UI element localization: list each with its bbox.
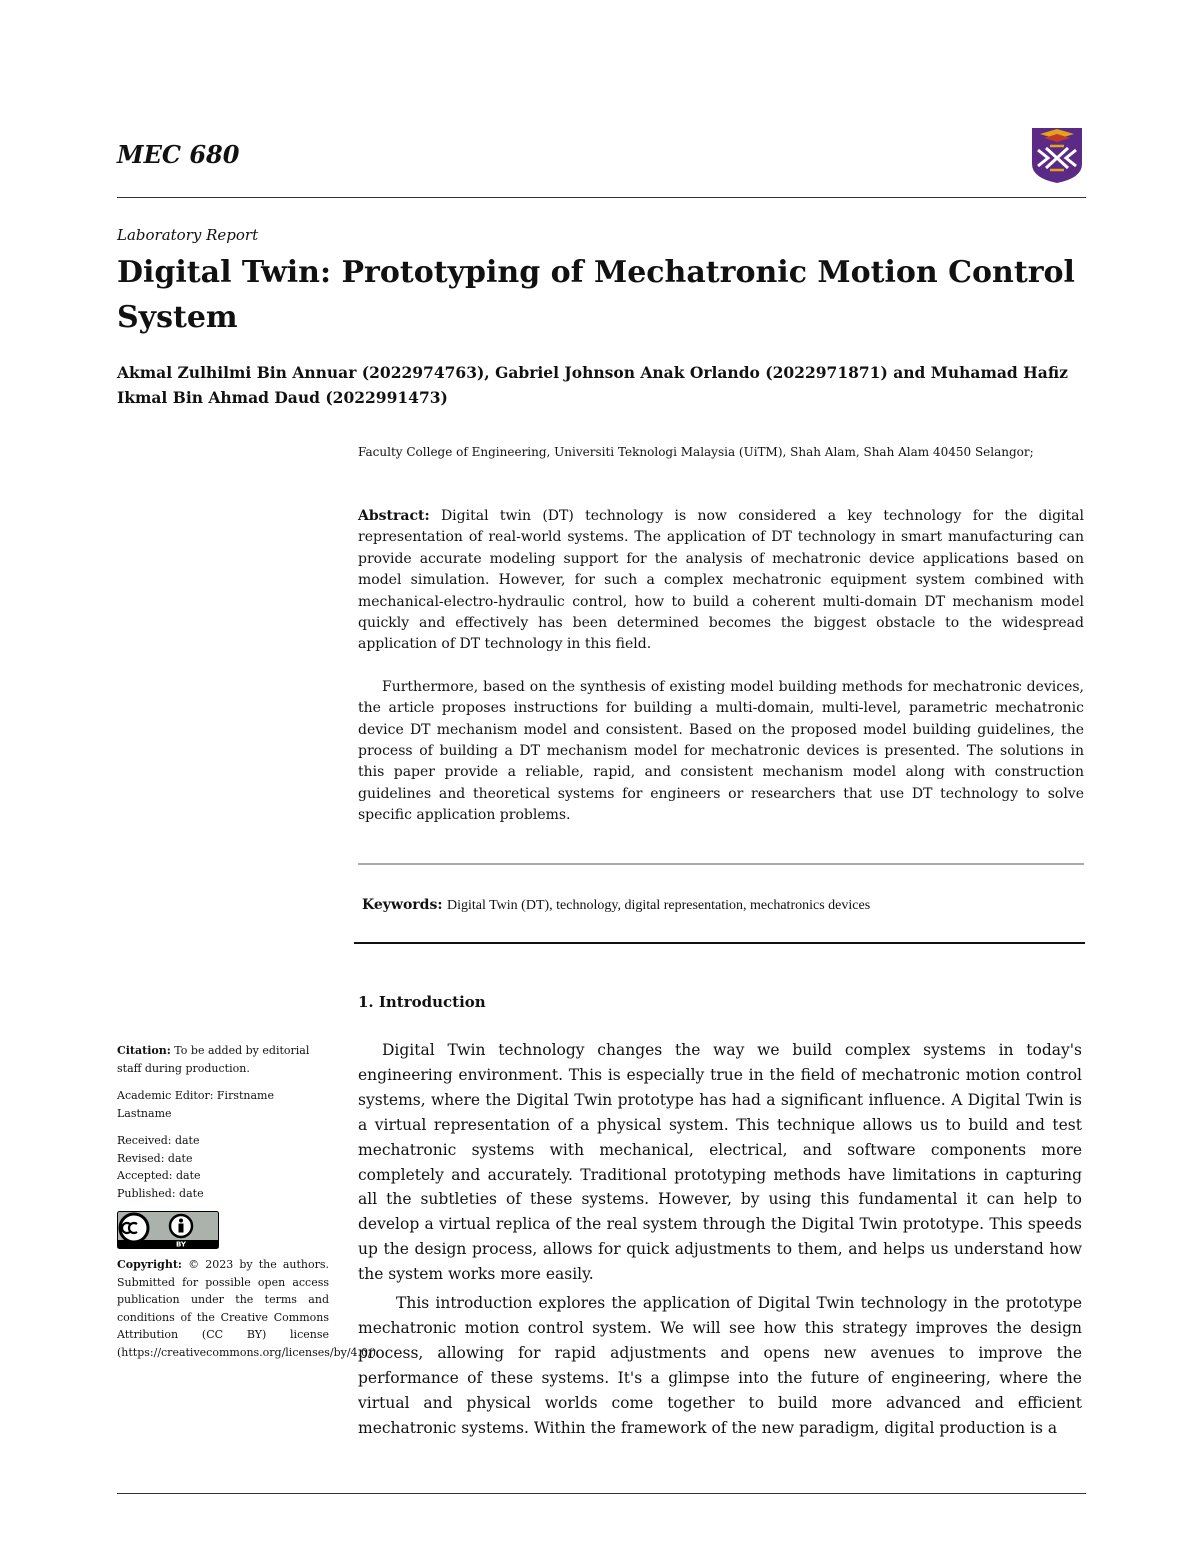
citation-label: Citation: (117, 1044, 171, 1057)
abstract-label: Abstract: (358, 508, 430, 524)
keywords-label: Keywords: (362, 897, 443, 913)
academic-editor: Academic Editor: Firstname Lastname (117, 1089, 274, 1120)
received-date: Received: date (117, 1134, 200, 1147)
section-heading: 1. Introduction (358, 993, 486, 1011)
keywords-bottom-rule (354, 942, 1085, 944)
keywords-top-rule (358, 863, 1084, 865)
citation (117, 1042, 327, 1077)
abstract-text-1: Digital twin (DT) technology is now considered a key technology for the digital representation of real-world systems. The application of DT technology in smart manufacturing can provide accurate modeling support for the analysis of mechatronic device applications based on model simulation. However, for such a complex mechatronic equipment system combined with mechanical-electro-hydraulic control, how to build a coherent multi-domain DT mechanism model quickly and effectively has been determined becomes the biggest obstacle to the widespread application of DT technology in this field. (358, 508, 1084, 653)
keywords-text: Digital Twin (DT), technology, digital representation, mechatronics devices (446, 898, 871, 913)
published-date: Published: date (117, 1186, 204, 1200)
accepted-date: Accepted: date (117, 1169, 201, 1182)
article-type: Laboratory Report (117, 226, 259, 244)
copyright-label: Copyright: (117, 1258, 182, 1271)
introduction-paragraph-2: This introduction explores the application of Digital Twin technology in the prototype mechatronic motion control system. We will see how this strategy improves the design process, allowing for rapid adjustments and opens new avenues to improve the performance of these systems. It's a glimpse into the future of engineering, where the virtual and physical worlds come together to build more advanced and efficient mechatronic systems. Within the framework of the new paradigm, digital production is a (358, 1294, 1082, 1437)
article-title: Digital Twin: Prototyping of Mechatronic Motion Control System (117, 255, 1075, 335)
revised-date: Revised: date (117, 1151, 193, 1165)
footer-rule (117, 1493, 1086, 1494)
creative-commons-by-icon (117, 1211, 219, 1249)
author-list: Akmal Zulhilmi Bin Annuar (2022974763), Gabriel Johnson Anak Orlando (2022971871) and Muhamad Hafiz Ikmal Bin Ahmad Daud (2022991473) (117, 363, 1068, 407)
abstract (358, 506, 1084, 827)
copyright-notice (117, 1256, 380, 1361)
citation-text: To be added by editorial staff during production. (117, 1044, 310, 1075)
cc-by-label: BY (175, 1240, 187, 1249)
copyright-text: © 2023 by the authors. Submitted for possible open access publication under the terms and conditions of the Creative Commons Attribution (CC BY) license (https://creativecommons.org/licenses/by/4.0/). (117, 1258, 380, 1359)
abstract-paragraph-1 (358, 506, 1084, 656)
sidebar-metadata (117, 1042, 327, 1202)
introduction-body (358, 1038, 1082, 1441)
affiliation: Faculty College of Engineering, Universiti Teknologi Malaysia (UiTM), Shah Alam, Shah Alam 40450 Selangor; (358, 445, 1034, 459)
keywords (362, 897, 1082, 914)
abstract-paragraph-2: Furthermore, based on the synthesis of existing model building methods for mechatronic devices, the article proposes instructions for building a multi-domain, multi-level, parametric mechatronic device DT mechanism model and consistent. Based on the proposed model building guidelines, the process of building a DT mechanism model for mechatronic devices is presented. The solutions in this paper provide a reliable, rapid, and consistent mechanism model along with construction guidelines and theoretical systems for engineers or researchers that use DT technology to solve specific application problems. (358, 678, 1084, 824)
header-rule (117, 197, 1086, 198)
introduction-paragraph-1: Digital Twin technology changes the way we build complex systems in today's engineering environment. This is especially true in the field of mechatronic motion control systems, where the Digital Twin prototype has had a significant influence. A Digital Twin is a virtual representation of a physical system. This technique allows us to build and test mechatronic systems with mechanical, electrical, and software components more completely and accurately. Traditional prototyping methods have limitations in capturing all the subtleties of these systems. However, by using this fundamental it can help to develop a virtual replica of the real system through the Digital Twin prototype. This speeds up the design process, allows for quick adjustments to them, and helps us understand how the system works more easily. (358, 1041, 1082, 1284)
university-logo-icon (1030, 126, 1084, 184)
journal-name: MEC 680 (117, 140, 240, 169)
